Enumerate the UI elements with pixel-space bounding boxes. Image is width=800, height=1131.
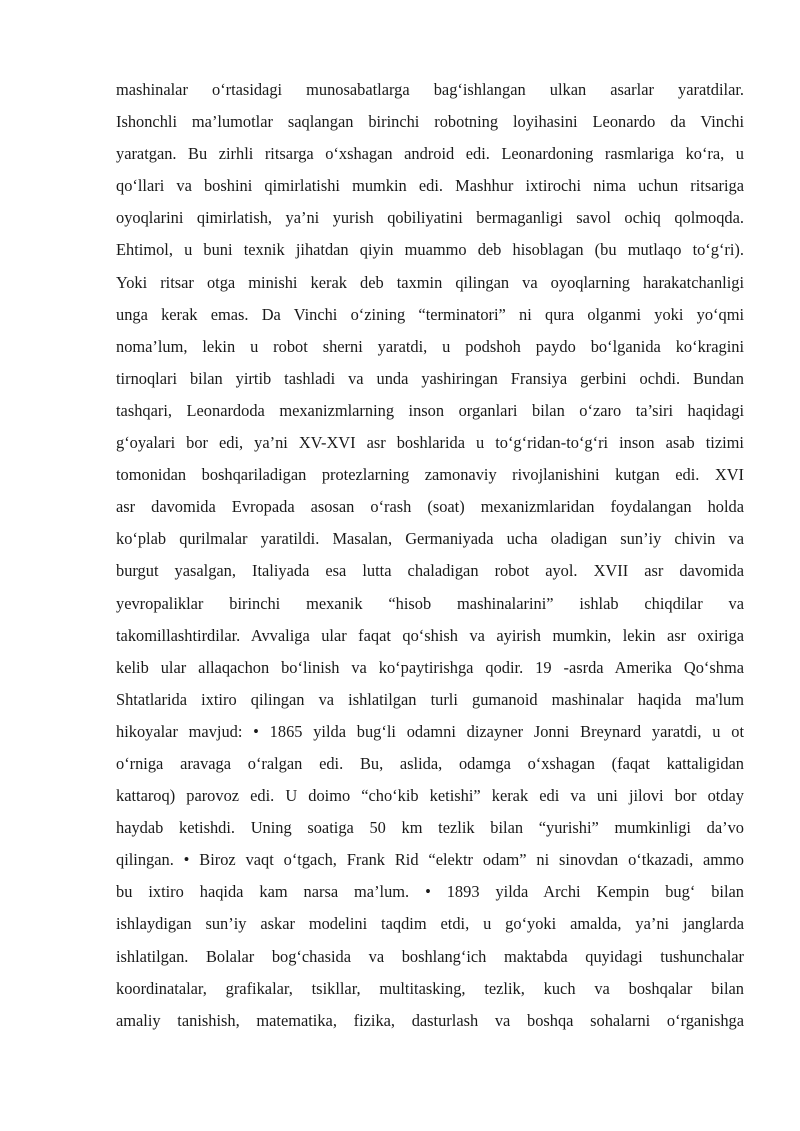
text-line: mashinalar o‘rtasidagi munosabatlarga bag‘ishlangan ulkan asarlar yaratdilar. (116, 80, 744, 99)
text-line: amaliy tanishish, matematika, fizika, dasturlash va boshqa sohalarni o‘rganishga (116, 1010, 744, 1030)
text-line: tirnoqlari bilan yirtib tashladi va unda yashiringan Fransiya gerbini ochdi. Bundan (116, 368, 744, 388)
text-line: noma’lum, lekin u robot sherni yaratdi, u podshoh paydo bo‘lganida ko‘kragini (116, 336, 744, 356)
text-line: tashqari, Leonardoda mexanizmlarning inson organlari bilan o‘zaro ta’siri haqidagi (116, 400, 744, 420)
text-line: asr davomida Evropada asosan o‘rash (soat) mexanizmlaridan foydalangan holda (116, 497, 744, 517)
text-line: hikoyalar mavjud: • 1865 yilda bug‘li odamni dizayner Jonni Breynard yaratdi, u ot (116, 721, 744, 741)
text-line: Ehtimol, u buni texnik jihatdan qiyin muammo deb hisoblagan (bu mutlaqo to‘g‘ri). (116, 240, 744, 260)
text-line: qo‘llari va boshini qimirlatishi mumkin edi. Mashhur ixtirochi nima uchun ritsariga (116, 176, 744, 196)
text-line: ishlaydigan sun’iy askar modelini taqdim etdi, u go‘yoki amalda, ya’ni janglarda (116, 914, 744, 934)
text-line: o‘rniga aravaga o‘ralgan edi. Bu, aslida, odamga o‘xshagan (faqat kattaligidan (116, 753, 744, 773)
text-line: tomonidan boshqariladigan protezlarning zamonaviy rivojlanishini kutgan edi. XVI (116, 465, 744, 485)
text-line: ko‘plab qurilmalar yaratildi. Masalan, Germaniyada ucha oladigan sun’iy chivin va (116, 529, 744, 549)
text-line: oyoqlarini qimirlatish, ya’ni yurish qobiliyatini bermaganligi savol ochiq qolmoqda. (116, 208, 744, 228)
text-line: takomillashtirdilar. Avvaliga ular faqat qo‘shish va ayirish mumkin, lekin asr oxiriga (116, 625, 744, 645)
text-line: koordinatalar, grafikalar, tsikllar, multitasking, tezlik, kuch va boshqalar bilan (116, 978, 744, 998)
text-line: yaratgan. Bu zirhli ritsarga o‘xshagan android edi. Leonardoning rasmlariga ko‘ra, u (116, 144, 744, 164)
text-line: Ishonchli ma’lumotlar saqlangan birinchi robotning loyihasini Leonardo da Vinchi (116, 112, 744, 132)
text-line: g‘oyalari bor edi, ya’ni XV-XVI asr boshlarida u to‘g‘ridan-to‘g‘ri inson asab tizimi (116, 433, 744, 453)
text-line: bu ixtiro haqida kam narsa ma’lum. • 1893 yilda Archi Kempin bug‘ bilan (116, 882, 744, 902)
text-line: Yoki ritsar otga minishi kerak deb taxmin qilingan va oyoqlarning harakatchanligi (116, 272, 744, 292)
text-line: unga kerak emas. Da Vinchi o‘zining “terminatori” ni qura olganmi yoki yo‘qmi (116, 304, 744, 324)
text-line: ishlatilgan. Bolalar bog‘chasida va boshlang‘ich maktabda quyidagi tushunchalar (116, 946, 744, 966)
body-paragraph (116, 74, 744, 1037)
text-line: burgut yasalgan, Italiyada esa lutta chaladigan robot ayol. XVII asr davomida (116, 561, 744, 581)
text-line: Shtatlarida ixtiro qilingan va ishlatilgan turli gumanoid mashinalar haqida ma'lum (116, 689, 744, 709)
text-line: yevropaliklar birinchi mexanik “hisob mashinalarini” ishlab chiqdilar va (116, 593, 744, 613)
text-line: qilingan. • Biroz vaqt o‘tgach, Frank Rid “elektr odam” ni sinovdan o‘tkazadi, ammo (116, 850, 744, 870)
text-line: kattaroq) parovoz edi. U doimo “cho‘kib ketishi” kerak edi va uni jilovi bor otday (116, 786, 744, 806)
text-line: haydab ketishdi. Uning soatiga 50 km tezlik bilan “yurishi” mumkinligi da’vo (116, 818, 744, 838)
text-line: kelib ular allaqachon bo‘linish va ko‘paytirishga qodir. 19 -asrda Amerika Qo‘shma (116, 657, 744, 677)
